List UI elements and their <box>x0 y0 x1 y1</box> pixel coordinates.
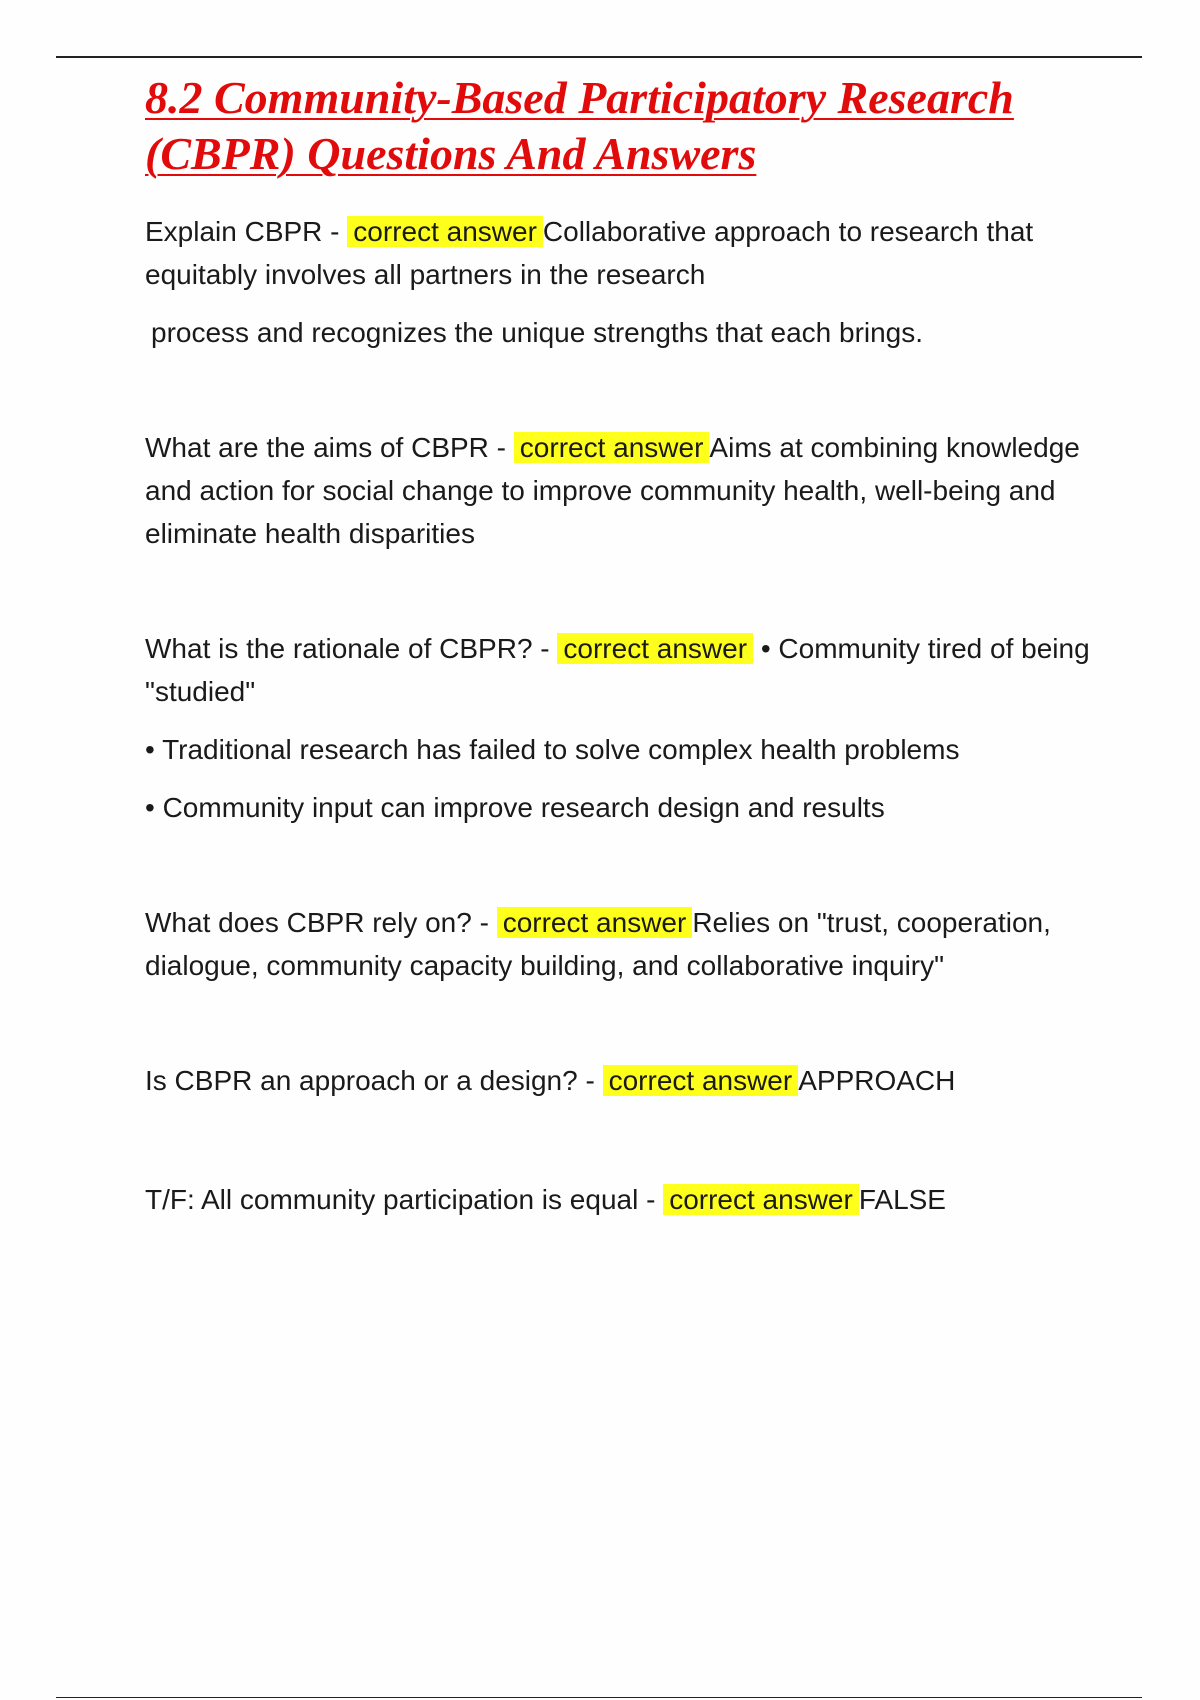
answer-highlight: correct answer <box>557 633 753 664</box>
bottom-rule <box>56 1697 1142 1698</box>
answer-highlight: correct answer <box>603 1065 799 1096</box>
answer-text: Collaborative approach to research that equitably involves all partners in the research <box>145 216 1034 290</box>
question-text: What is the rationale of CBPR? - <box>145 633 558 664</box>
answer-continuation: process and recognizes the unique strengths that each brings. <box>151 317 924 348</box>
answer-text: FALSE <box>858 1184 946 1215</box>
answer-highlight: correct answer <box>514 432 710 463</box>
answer-highlight: correct answer <box>497 907 693 938</box>
qa-item <box>145 426 1090 555</box>
top-rule <box>56 56 1142 58</box>
answer-highlight: correct answer <box>663 1184 859 1215</box>
answer-bullet: • Traditional research has failed to solve complex health problems <box>145 734 960 765</box>
answer-text: Aims at combining knowledge and action for social change to improve community health, well-being and eliminate health disparities <box>145 432 1080 549</box>
question-text: T/F: All community participation is equal - <box>145 1184 664 1215</box>
qa-item <box>145 627 1090 713</box>
qa-item <box>145 1059 1090 1102</box>
answer-highlight: correct answer <box>347 216 543 247</box>
question-text: Is CBPR an approach or a design? - <box>145 1065 603 1096</box>
qa-item <box>145 210 1090 296</box>
answer-text: Relies on "trust, cooperation, dialogue, community capacity building, and collaborative inquiry" <box>145 907 1051 981</box>
question-text: What are the aims of CBPR - <box>145 432 514 463</box>
answer-text: • Community tired of being "studied" <box>145 633 1090 707</box>
qa-item <box>145 1178 1090 1221</box>
answer-bullet: • Community input can improve research design and results <box>145 792 885 823</box>
answer-text: APPROACH <box>798 1065 956 1096</box>
question-text: What does CBPR rely on? - <box>145 907 497 938</box>
document-page <box>145 70 1090 1221</box>
document-title: 8.2 Community-Based Participatory Research (CBPR) Questions And Answers <box>145 72 1014 179</box>
qa-item <box>145 901 1090 987</box>
question-text: Explain CBPR - <box>145 216 348 247</box>
